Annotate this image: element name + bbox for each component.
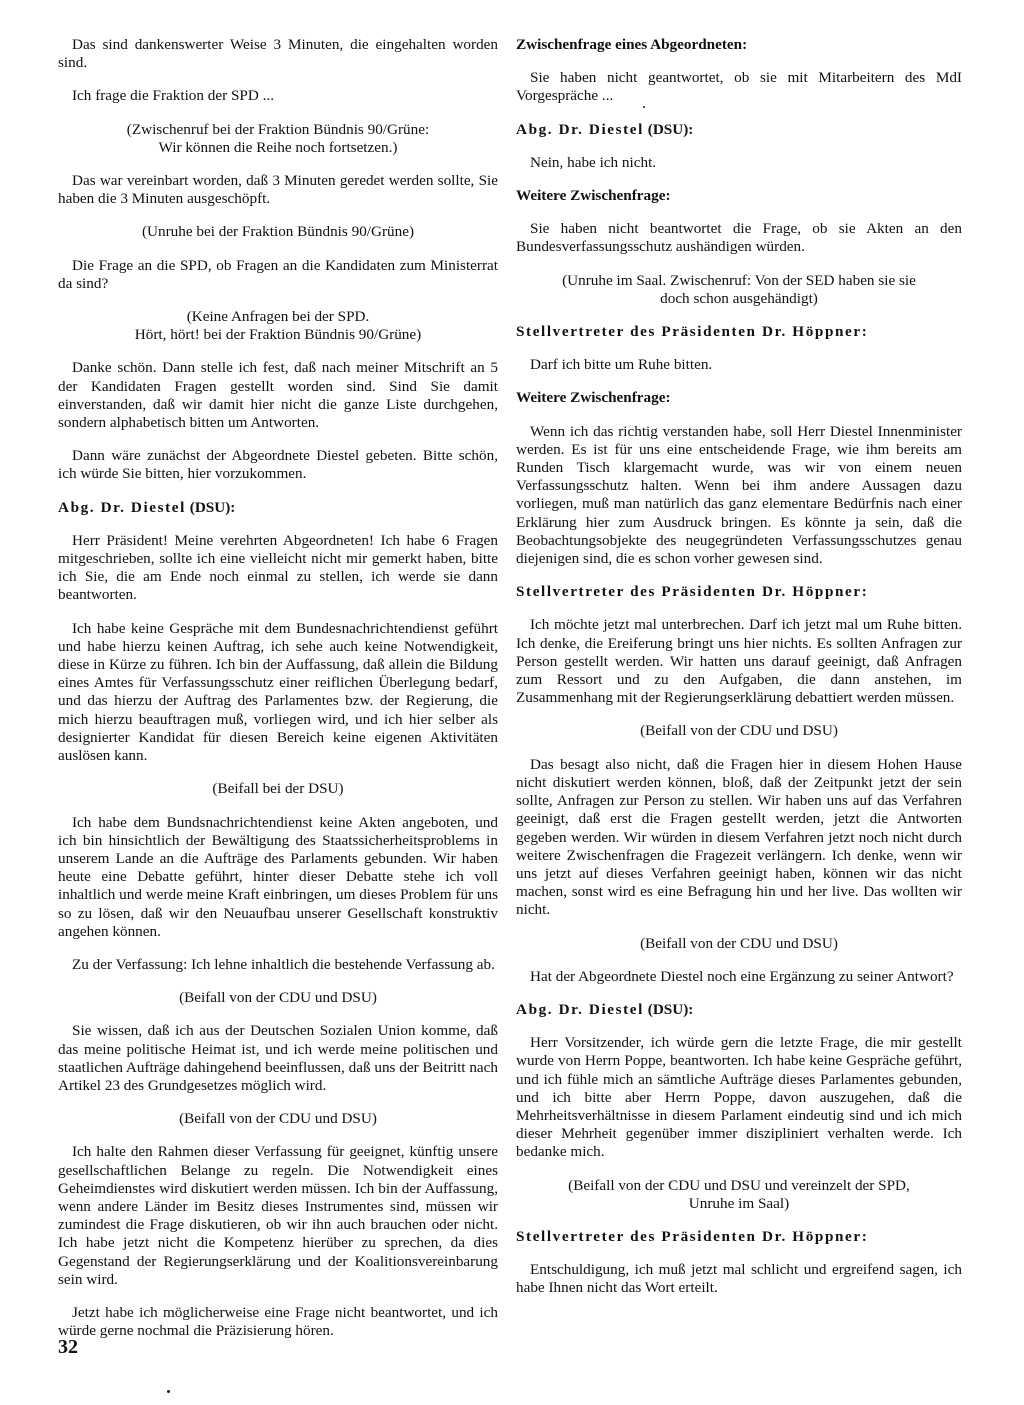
paragraph: Sie haben nicht geantwortet, ob sie mit Mitarbeitern des MdI Vorgespräche ...: [516, 69, 962, 105]
speaker-suffix: Zwischenfrage eines Abgeordneten:: [516, 36, 748, 53]
speaker-suffix: Weitere Zwischenfrage:: [516, 187, 671, 205]
interjection: [516, 935, 962, 953]
interjection-line: (Beifall von der CDU und DSU): [640, 722, 838, 740]
speaker-name: Abg. Dr. Diestel: [516, 120, 644, 138]
paragraph: Ich habe keine Gespräche mit dem Bundesnachrichtendienst geführt und habe hierzu keinen Auftrag, ich sehe auch keine Notwendigkeit, diese in Kürze zu führen. Ich bin der Auffassung, daß allein die Bildung eines Amtes für Verfassungsschutz einer reiflichen Überlegung bedarf, und das hierzu der Auftrag des Parlamentes bzw. der Regierung, die mich hierzu beauftragen muß, vorliegen wird, und ich hier selber als designierter Kandidat für diesen Bereich keine eigenen Aktivitäten auslösen kann.: [58, 619, 498, 765]
paragraph: Ich möchte jetzt mal unterbrechen. Darf ich jetzt mal um Ruhe bitten. Ich denke, die Ereiferung bringt uns hier nichts. Es sollten Anfragen zur Person gestellt werden. Wir hatten uns darauf geeinigt, daß Anfragen zum Ressort und zu den Aufgaben, die dann anstehen, im Zusammenhang mit der Regierungserklärung debattiert werden müssen.: [516, 616, 962, 707]
scan-speck: [167, 1390, 170, 1393]
paragraph: Ich frage die Fraktion der SPD ...: [72, 87, 275, 105]
paragraph: Jetzt habe ich möglicherweise eine Frage nicht beantwortet, und ich würde gerne nochmal die Präzisierung hören.: [58, 1303, 498, 1340]
paragraph: Entschuldigung, ich muß jetzt mal schlicht und ergreifend sagen, ich habe Ihnen nicht das Wort erteilt.: [516, 1261, 962, 1297]
interjection-line: (Unruhe im Saal. Zwischenruf: Von der SED haben sie sie: [562, 271, 916, 289]
interjection: [58, 121, 498, 157]
interjection-line: (Beifall von der CDU und DSU und vereinzelt der SPD,: [568, 1176, 910, 1194]
interjection-line: (Beifall bei der DSU): [212, 780, 344, 798]
paragraph: Dann wäre zunächst der Abgeordnete Diestel gebeten. Bitte schön, ich würde Sie bitten, hier vorzukommen.: [58, 447, 498, 483]
speaker-heading: [516, 187, 962, 205]
speaker-heading: [516, 121, 962, 139]
paragraph: Sie haben nicht beantwortet die Frage, ob sie Akten an den Bundesverfassungsschutz aushändigen würden.: [516, 220, 962, 256]
speaker-suffix: :: [861, 323, 867, 341]
paragraph: Das war vereinbart worden, daß 3 Minuten geredet werden sollte, Sie haben die 3 Minuten ausgeschöpft.: [58, 172, 498, 208]
paragraph: Darf ich bitte um Ruhe bitten.: [530, 356, 713, 374]
interjection: [58, 223, 498, 241]
speaker-suffix: (DSU):: [643, 1000, 694, 1018]
speaker-suffix: Weitere Zwischenfrage:: [516, 389, 671, 407]
paragraph: Ich habe dem Bundsnachrichtendienst keine Akten angeboten, und ich bin hinsichtlich der Bewältigung des Staatssicherheitsproblems in unserem Lande an die Aufträge des Parlaments gebunden. Wir haben heute eine Debatte geführt, hinter dieser Debatte stehe ich voll inhaltlich und werde meine Kraft einbringen, um dieses Problem für uns so zu lösen, daß wir den Neuaufbau unserer Gesellschaft konstruktiv angehen können.: [58, 813, 498, 940]
interjection: [58, 989, 498, 1007]
page-number: 32: [58, 1336, 78, 1358]
paragraph: Die Frage an die SPD, ob Fragen an die Kandidaten zum Ministerrat da sind?: [58, 256, 498, 292]
interjection-line: Wir können die Reihe noch fortsetzen.): [158, 138, 398, 156]
speaker-suffix: :: [861, 583, 867, 601]
paragraph: Herr Präsident! Meine verehrten Abgeordneten! Ich habe 6 Fragen mitgeschrieben, sollte ich eine vielleicht nicht mir gemerkt haben, bitte ich Sie, die am Ende noch einmal zu stellen, ich werde sie dann beantworten.: [58, 531, 498, 604]
interjection-line: (Beifall von der CDU und DSU): [179, 1110, 377, 1128]
speaker-heading: [516, 36, 962, 54]
speaker-name: Abg. Dr. Diestel: [516, 1000, 644, 1018]
paragraph: Danke schön. Dann stelle ich fest, daß nach meiner Mitschrift an 5 der Kandidaten Fragen gestellt worden sind. Sind Sie damit einverstanden, daß wir damit hier nicht die ganze Liste durchgehen, sondern alphabetisch bitten um Antworten.: [58, 359, 498, 432]
speaker-heading: [516, 583, 962, 601]
paragraph: Hat der Abgeordnete Diestel noch eine Ergänzung zu seiner Antwort?: [530, 967, 954, 985]
interjection-line: doch schon ausgehändigt): [660, 289, 818, 307]
interjection-line: (Beifall von der CDU und DSU): [640, 934, 838, 952]
speaker-heading: [516, 1001, 962, 1019]
speaker-heading: [58, 499, 498, 517]
right-column: [516, 36, 962, 1313]
speaker-suffix: (DSU):: [185, 498, 236, 516]
speaker-heading: [516, 1228, 962, 1246]
speaker-heading: [516, 323, 962, 341]
paragraph: Das sind dankenswerter Weise 3 Minuten, die eingehalten worden sind.: [58, 36, 498, 72]
interjection-line: Hört, hört! bei der Fraktion Bündnis 90/Grüne): [134, 326, 422, 344]
interjection: [516, 1177, 962, 1213]
interjection-line: (Unruhe bei der Fraktion Bündnis 90/Grüne): [141, 223, 415, 241]
paragraph: Herr Vorsitzender, ich würde gern die letzte Frage, die mir gestellt wurde von Herrn Poppe, beantworten. Ich habe keine Gespräche geführt, und ich fühle mich an sämtliche Aufträge dieses Parlamentes gebunden, und ich bitte aber Herrn Poppe, davon auszugehen, daß die Mehrheitsverhältnisse in diesem Parlament eindeutig sind und ich mich dieser Mehrheit gegenüber immer diszipliniert verhalten werde. Ich bedanke mich.: [516, 1034, 962, 1161]
paragraph: Ich halte den Rahmen dieser Verfassung für geeignet, künftig unsere gesellschaftlichen Belange zu regeln. Die Notwendigkeit eines Geheimdienstes wird diskutiert werden müssen. Ich bin der Auffassung, wenn andere Länder im Besitz dieses Instrumentes sind, müssen wir zumindest die Frage diskutieren, ob wir ihn auch brauchen oder nicht. Ich habe jetzt nicht die Kompetenz hierüber zu sprechen, da dies Gegenstand der Regierungserklärung und der Koalitionsvereinbarung sein wird.: [58, 1143, 498, 1288]
interjection: [58, 308, 498, 344]
speaker-suffix: :: [861, 1227, 867, 1245]
interjection-line: (Zwischenruf bei der Fraktion Bündnis 90/Grüne:: [126, 120, 430, 138]
interjection-line: (Keine Anfragen bei der SPD.: [186, 308, 370, 326]
speaker-name: Stellvertreter des Präsidenten Dr. Höppner: [516, 1227, 862, 1245]
interjection: [58, 780, 498, 798]
speaker-name: Abg. Dr. Diestel: [58, 498, 186, 516]
interjection: [58, 1110, 498, 1128]
paragraph: Wenn ich das richtig verstanden habe, soll Herr Diestel Innenminister werden. Es ist für uns eine entscheidende Frage, wie ihm bereits am Runden Tisch klargemacht wurde, was wir von einem neuen Verfassungsschutz halten. Wenn bei ihm andere Aussagen dazu vorliegen, muß man natürlich das ganz elementare Bedürfnis nach einer Erklärung hier zum Ausdruck bringen. Es könnte ja sein, daß die Beobachtungsobjekte des neugegründeten Verfassungsschutzes genau diejenigen sind, die es schon vorher gewesen sind.: [516, 422, 962, 568]
speaker-name: Stellvertreter des Präsidenten Dr. Höppner: [516, 323, 862, 341]
paragraph: Nein, habe ich nicht.: [530, 153, 657, 171]
paragraph: Das besagt also nicht, daß die Fragen hier in diesem Hohen Hause nicht diskutiert werden können, bloß, daß der Zeitpunkt jetzt der sein sollte, Anfragen zur Person zu stellen. Wir haben uns auf das Verfahren geeinigt, daß erst die Fragen gestellt werden, jetzt die Antworten gegeben werden. Wir würden in diesem Verfahren jetzt noch nicht durch weitere Zwischenfragen die Fragezeit verlängern. Ich denke, wenn wir uns jetzt auf dieses Verfahren geeinigt haben, können wir das nicht machen, sonst wird es eine Befragung hin und her live. Das wollten wir nicht.: [516, 755, 962, 919]
interjection: [516, 272, 962, 308]
speaker-suffix: (DSU):: [643, 120, 694, 138]
speaker-name: Stellvertreter des Präsidenten Dr. Höppner: [516, 583, 862, 601]
paragraph: Sie wissen, daß ich aus der Deutschen Sozialen Union komme, daß das meine politische Heimat ist, und ich werde meine politischen und staatlichen Aufträge dahingehend beeinflussen, daß uns der Beitritt nach Artikel 23 des Grundgesetzes möglich wird.: [58, 1022, 498, 1094]
paragraph: Zu der Verfassung: Ich lehne inhaltlich die bestehende Verfassung ab.: [72, 955, 495, 973]
scan-speck: [643, 106, 645, 108]
interjection: [516, 722, 962, 740]
speaker-heading: [516, 389, 962, 407]
interjection-line: (Beifall von der CDU und DSU): [179, 989, 377, 1007]
interjection-line: Unruhe im Saal): [688, 1194, 790, 1212]
left-column: [58, 36, 498, 1355]
